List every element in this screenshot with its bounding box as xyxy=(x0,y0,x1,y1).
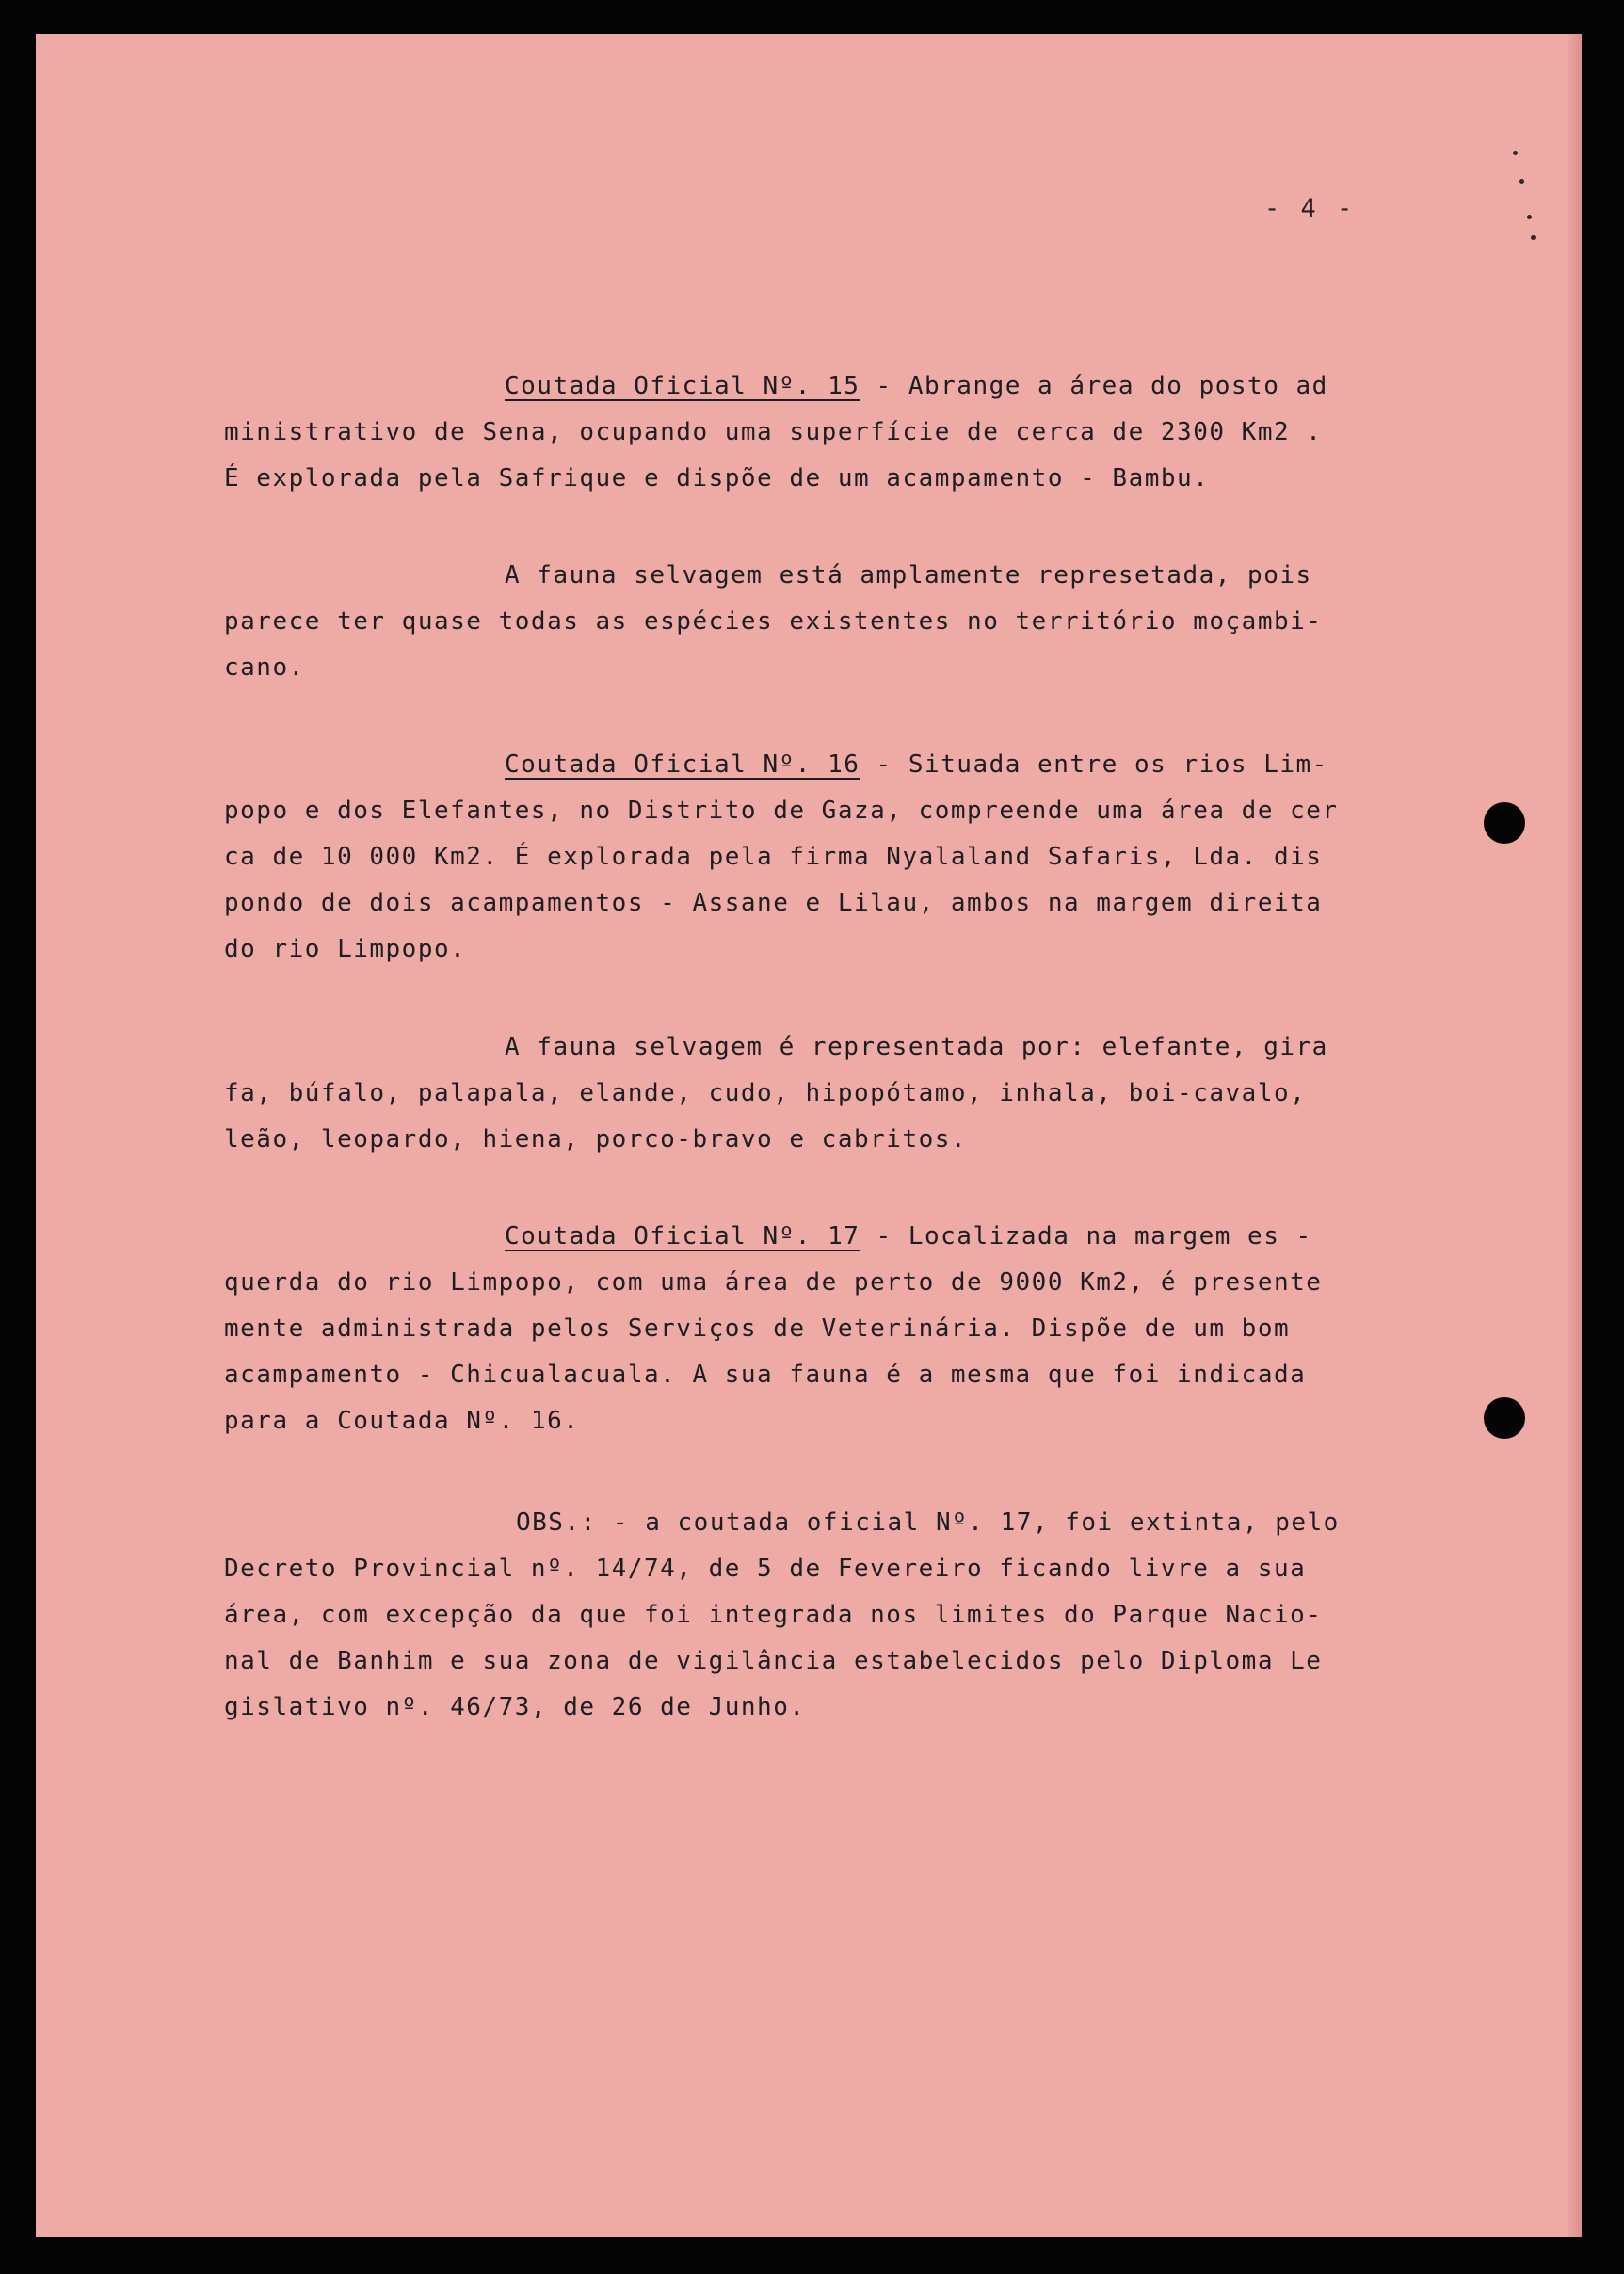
paragraph-line: pondo de dois acampamentos - Assane e Lilau, ambos na margem direita xyxy=(224,889,1323,917)
paragraph-line: acampamento - Chicualacuala. A sua fauna é a mesma que foi indicada xyxy=(224,1361,1307,1389)
paragraph-line xyxy=(224,363,1448,410)
paragraph-line: nal de Banhim e sua zona de vigilância estabelecidos pelo Diploma Le xyxy=(224,1647,1323,1675)
paragraph-line: ca de 10 000 Km2. É explorada pela firma Nyalaland Safaris, Lda. dis xyxy=(224,843,1323,871)
line-text: - Situada entre os rios Lim- xyxy=(860,750,1328,779)
paragraph-line: leão, leopardo, hiena, porco-bravo e cabritos. xyxy=(224,1125,968,1153)
paragraph-line: fa, búfalo, palapala, elande, cudo, hipopótamo, inhala, boi-cavalo, xyxy=(224,1079,1307,1107)
paragraph-line: do rio Limpopo. xyxy=(224,935,467,963)
paragraph-obs xyxy=(224,1500,1448,1731)
paragraph-line: querda do rio Limpopo, com uma área de perto de 9000 Km2, é presente xyxy=(224,1268,1323,1297)
paragraph-fauna-15 xyxy=(224,553,1448,691)
page-edge-shadow xyxy=(1568,34,1582,2237)
heading-coutada-17: Coutada Oficial Nº. 17 xyxy=(505,1222,860,1250)
line-text: - Localizada na margem es - xyxy=(860,1222,1312,1250)
punch-hole xyxy=(1484,1397,1525,1439)
paragraph-fauna-16 xyxy=(224,1024,1448,1163)
paragraph-line: popo e dos Elefantes, no Distrito de Gaza, compreende uma área de cer xyxy=(224,797,1339,825)
paragraph-line: mente administrada pelos Serviços de Veterinária. Dispõe de um bom xyxy=(224,1314,1291,1343)
line-text: - Abrange a área do posto ad xyxy=(860,372,1328,400)
paragraph-coutada-17 xyxy=(224,1214,1448,1444)
paragraph-coutada-16 xyxy=(224,742,1448,973)
paragraph-line: OBS.: - a coutada oficial Nº. 17, foi extinta, pelo xyxy=(516,1508,1340,1537)
paragraph-line: para a Coutada Nº. 16. xyxy=(224,1407,580,1435)
speck xyxy=(1513,151,1518,155)
paragraph-line xyxy=(224,1214,1448,1260)
heading-coutada-15: Coutada Oficial Nº. 15 xyxy=(505,372,860,400)
paragraph-line: parece ter quase todas as espécies existentes no território moçambi- xyxy=(224,607,1323,636)
document-page xyxy=(36,34,1582,2237)
speck xyxy=(1519,179,1524,184)
paragraph-line xyxy=(224,742,1448,788)
paragraph-line: É explorada pela Safrique e dispõe de um acampamento - Bambu. xyxy=(224,464,1210,492)
paragraph-line: ministrativo de Sena, ocupando uma superfície de cerca de 2300 Km2 . xyxy=(224,418,1323,446)
paragraph-line: cano. xyxy=(224,653,305,682)
paragraph-line: A fauna selvagem está amplamente represetada, pois xyxy=(505,561,1312,589)
heading-coutada-16: Coutada Oficial Nº. 16 xyxy=(505,750,860,779)
paragraph-line: gislativo nº. 46/73, de 26 de Junho. xyxy=(224,1693,806,1721)
paragraph-coutada-15 xyxy=(224,363,1448,502)
paragraph-line: A fauna selvagem é representada por: elefante, gira xyxy=(505,1033,1328,1061)
speck xyxy=(1531,235,1536,240)
punch-hole xyxy=(1484,802,1525,844)
paragraph-line: Decreto Provincial nº. 14/74, de 5 de Fevereiro ficando livre a sua xyxy=(224,1555,1307,1583)
paragraph-line: área, com excepção da que foi integrada nos limites do Parque Nacio- xyxy=(224,1601,1323,1629)
page-number: - 4 - xyxy=(1264,194,1356,223)
speck xyxy=(1527,215,1532,219)
